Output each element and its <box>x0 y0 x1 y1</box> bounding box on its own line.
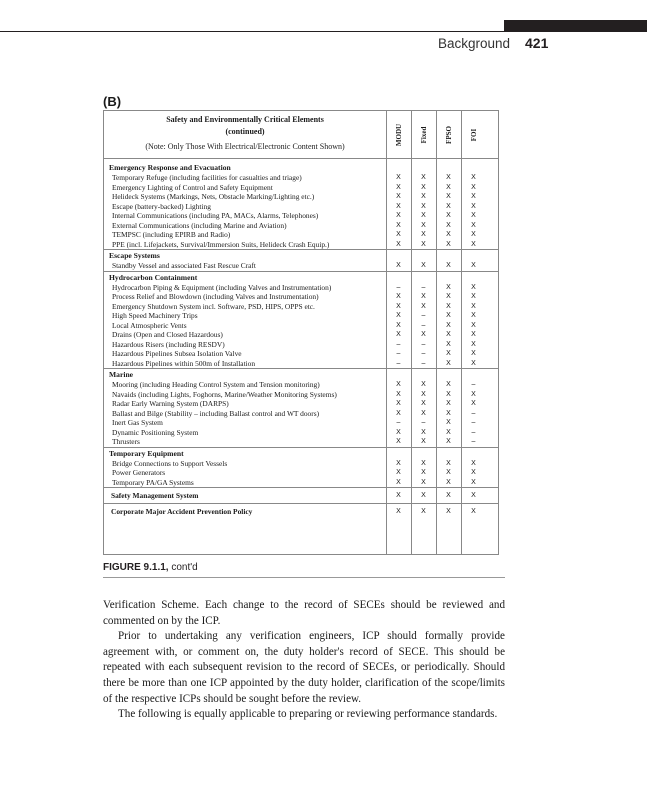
cell-mark: X <box>471 469 476 476</box>
table-row <box>104 503 498 519</box>
row-label: Hydrocarbon Piping & Equipment (including Valves and Instrumentation) <box>112 282 332 292</box>
row-label: Drains (Open and Closed Hazardous) <box>112 330 223 339</box>
cell-mark: X <box>471 331 476 338</box>
row-label: Bridge Connections to Support Vessels <box>112 458 228 468</box>
cell-mark: X <box>446 390 451 398</box>
cell-mark: – <box>421 350 426 357</box>
table-row <box>104 311 498 321</box>
row-label: Emergency Response and Evacuation <box>109 163 231 172</box>
table-separator <box>104 271 498 272</box>
table-section-heading <box>104 447 498 459</box>
cell-mark: X <box>396 409 401 417</box>
row-label: Hazardous Pipelines Subsea Isolation Valve <box>112 349 242 358</box>
row-label: Hydrocarbon Containment <box>109 272 198 282</box>
cell-mark: X <box>446 283 451 291</box>
body-paragraph: Verification Scheme. Each change to the record of SECEs should be reviewed and commented on by the ICP. <box>103 599 505 627</box>
table-row <box>104 478 498 488</box>
cell-mark: X <box>471 202 476 210</box>
cell-mark: X <box>421 183 426 191</box>
cell-mark: X <box>446 293 451 300</box>
cell-mark: X <box>421 302 426 310</box>
table-row <box>104 399 498 409</box>
cell-mark: – <box>471 409 476 417</box>
cell-mark: – <box>421 283 426 291</box>
running-header-title: Background <box>438 36 511 51</box>
cell-mark: X <box>396 478 401 486</box>
table-row <box>104 349 498 359</box>
table-header <box>104 111 498 159</box>
row-label: Dynamic Positioning System <box>112 427 199 437</box>
table-separator <box>104 249 498 250</box>
cell-mark: X <box>396 302 401 310</box>
cell-mark: X <box>421 174 426 181</box>
row-label: Escape Systems <box>109 251 160 260</box>
cell-mark: – <box>421 321 426 329</box>
cell-mark: X <box>471 283 476 291</box>
table-row <box>104 192 498 202</box>
cell-mark: X <box>446 478 451 486</box>
figure-caption-suffix: cont'd <box>171 562 198 573</box>
cell-mark: X <box>446 419 451 426</box>
cell-mark: X <box>396 459 401 467</box>
row-label: Power Generators <box>112 468 166 477</box>
cell-mark: – <box>421 340 426 348</box>
cell-mark: – <box>471 438 476 445</box>
cell-mark: X <box>396 321 401 329</box>
table-separator <box>104 487 498 488</box>
cell-mark: X <box>421 492 426 499</box>
cell-mark: X <box>421 438 426 445</box>
cell-mark: X <box>396 193 401 200</box>
cell-mark: X <box>446 409 451 417</box>
cell-mark: X <box>396 390 401 398</box>
cell-mark: X <box>421 508 426 515</box>
cell-mark: X <box>471 359 476 367</box>
cell-mark: – <box>396 340 401 348</box>
cell-mark: X <box>421 409 426 417</box>
table-separator <box>104 447 498 448</box>
table-title-line1: Safety and Environmentally Critical Elements <box>166 115 324 124</box>
table-row <box>104 240 498 250</box>
cell-mark: X <box>471 340 476 348</box>
cell-mark: X <box>421 262 426 269</box>
cell-mark: X <box>446 302 451 310</box>
cell-mark: X <box>446 508 451 515</box>
cell-mark: X <box>471 183 476 191</box>
cell-mark: – <box>396 419 401 426</box>
cell-mark: X <box>471 212 476 219</box>
table-section-heading <box>104 249 498 261</box>
cell-mark: X <box>446 262 451 269</box>
cell-mark: X <box>396 240 401 248</box>
row-label: Safety Management System <box>111 491 199 500</box>
row-label: Standby Vessel and associated Fast Rescue Craft <box>112 261 256 270</box>
body-paragraph: Prior to undertaking any verification engineers, ICP should formally provide agreement with, or comment on, the duty holder's record of SECE. This should be repeated with each subsequent revision to the record of SECEs, or periodically. Should there be more than one ICP appointed by the duty holder, clarification of the scope/limits of the respective ICPs should be sought before the review. <box>103 630 505 705</box>
cell-mark: X <box>396 202 401 210</box>
row-label: Marine <box>109 370 134 379</box>
cell-mark: X <box>471 321 476 329</box>
cell-mark: X <box>421 331 426 338</box>
cell-mark: X <box>471 350 476 357</box>
cell-mark: X <box>396 293 401 300</box>
cell-mark: X <box>421 390 426 398</box>
body-paragraph: The following is equally applicable to preparing or reviewing performance standards. <box>118 708 498 720</box>
cell-mark: X <box>421 469 426 476</box>
cell-mark: X <box>421 231 426 238</box>
table-row <box>104 292 498 302</box>
row-label: Internal Communications (including PA, MACs, Alarms, Telephones) <box>112 211 319 220</box>
cell-mark: X <box>471 231 476 238</box>
column-divider <box>411 158 412 554</box>
table-section-heading <box>104 271 498 283</box>
cell-mark: X <box>446 193 451 200</box>
cell-mark: X <box>396 438 401 445</box>
cell-mark: X <box>471 478 476 486</box>
cell-mark: X <box>396 400 401 407</box>
cell-mark: X <box>396 221 401 229</box>
row-label: Helideck Systems (Markings, Nets, Obstacle Marking/Lighting etc.) <box>112 192 315 201</box>
cell-mark: X <box>471 293 476 300</box>
row-label: Escape (battery-backed) Lighting <box>112 201 211 211</box>
cell-mark: X <box>471 302 476 310</box>
cell-mark: X <box>471 240 476 248</box>
row-label: Temporary Equipment <box>109 448 184 458</box>
table-row <box>104 321 498 331</box>
caption-rule <box>103 577 505 578</box>
cell-mark: X <box>396 312 401 319</box>
cell-mark: X <box>421 381 426 388</box>
figure-panel-label: (B) <box>103 94 122 109</box>
row-label: Temporary PA/GA Systems <box>112 477 194 487</box>
cell-mark: X <box>421 221 426 229</box>
row-label: Thrusters <box>112 437 140 446</box>
cell-mark: X <box>446 331 451 338</box>
cell-mark: X <box>471 390 476 398</box>
cell-mark: – <box>421 359 426 367</box>
cell-mark: X <box>421 478 426 486</box>
row-label: Hazardous Pipelines within 500m of Installation <box>112 358 256 368</box>
cell-mark: X <box>396 428 401 436</box>
table-row <box>104 390 498 400</box>
row-label: Navaids (including Lights, Foghorns, Marine/Weather Monitoring Systems) <box>112 389 337 399</box>
cell-mark: X <box>446 212 451 219</box>
cell-mark: X <box>471 492 476 499</box>
cell-mark: X <box>446 428 451 436</box>
table-section-heading <box>104 368 498 380</box>
row-label: TEMPSC (including EPIRB and Radio) <box>112 230 231 239</box>
column-header-modu: MODU <box>386 111 411 158</box>
row-label: Ballast and Bilge (Stability – including Ballast control and WT doors) <box>112 408 320 418</box>
figure-caption <box>103 562 198 573</box>
cell-mark: X <box>471 193 476 200</box>
table-row <box>104 302 498 312</box>
cell-mark: – <box>421 419 426 426</box>
cell-mark: X <box>446 492 451 499</box>
row-label: Mooring (including Heading Control System and Tension monitoring) <box>112 380 320 389</box>
row-label: Radar Early Warning System (DARPS) <box>112 399 229 408</box>
table-row <box>104 428 498 438</box>
column-header-fixed: Fixed <box>411 111 436 158</box>
table-row <box>104 230 498 240</box>
header-bar <box>504 20 647 31</box>
table-row <box>104 211 498 221</box>
cell-mark: X <box>446 459 451 467</box>
table-row <box>104 359 498 369</box>
table-title-line2: (continued) <box>225 127 265 136</box>
cell-mark: X <box>446 240 451 248</box>
cell-mark: – <box>396 359 401 367</box>
sece-table <box>103 110 499 555</box>
table-row <box>104 459 498 469</box>
cell-mark: X <box>446 321 451 329</box>
cell-mark: X <box>396 331 401 338</box>
cell-mark: X <box>446 359 451 367</box>
table-note: (Note: Only Those With Electrical/Electronic Content Shown) <box>145 142 345 151</box>
row-label: Inert Gas System <box>112 418 163 427</box>
cell-mark: X <box>396 262 401 269</box>
cell-mark: X <box>396 508 401 515</box>
figure-caption-number: FIGURE 9.1.1, <box>103 562 169 573</box>
cell-mark: X <box>446 400 451 407</box>
row-label: Emergency Shutdown System incl. Software, PSD, HIPS, OPPS etc. <box>112 301 315 311</box>
row-label: Corporate Major Accident Prevention Policy <box>111 507 253 516</box>
cell-mark: – <box>396 350 401 357</box>
cell-mark: X <box>396 174 401 181</box>
table-separator <box>104 368 498 369</box>
cell-mark: X <box>446 231 451 238</box>
page-number: 421 <box>525 35 549 51</box>
cell-mark: X <box>471 459 476 467</box>
cell-mark: X <box>446 350 451 357</box>
cell-mark: X <box>396 381 401 388</box>
table-section-heading <box>104 161 498 173</box>
table-row <box>104 202 498 212</box>
table-row <box>104 487 498 503</box>
column-divider <box>436 158 437 554</box>
table-row <box>104 418 498 428</box>
cell-mark: X <box>471 174 476 181</box>
cell-mark: X <box>396 469 401 476</box>
row-label: PPE (incl. Lifejackets, Survival/Immersion Suits, Helideck Crash Equip.) <box>112 239 330 249</box>
cell-mark: X <box>446 340 451 348</box>
cell-mark: X <box>421 212 426 219</box>
cell-mark: X <box>446 469 451 476</box>
cell-mark: – <box>421 312 426 319</box>
cell-mark: X <box>446 312 451 319</box>
column-divider <box>461 158 462 554</box>
cell-mark: X <box>446 202 451 210</box>
cell-mark: X <box>421 293 426 300</box>
table-row <box>104 283 498 293</box>
cell-mark: X <box>471 400 476 407</box>
table-row <box>104 183 498 193</box>
cell-mark: – <box>471 428 476 436</box>
cell-mark: X <box>396 212 401 219</box>
cell-mark: X <box>396 492 401 499</box>
column-header-fpso: FPSO <box>436 111 461 158</box>
cell-mark: X <box>421 193 426 200</box>
table-title <box>104 114 386 153</box>
cell-mark: X <box>421 400 426 407</box>
table-separator <box>104 503 498 504</box>
table-row <box>104 173 498 183</box>
row-label: Process Relief and Blowdown (including Valves and Instrumentation) <box>112 292 319 301</box>
table-row <box>104 409 498 419</box>
table-row <box>104 437 498 447</box>
row-label: External Communications (including Marine and Aviation) <box>112 220 287 230</box>
header-rule <box>0 31 647 32</box>
row-label: Hazardous Risers (including RESDV) <box>112 339 225 349</box>
row-label: High Speed Machinery Trips <box>112 311 198 320</box>
cell-mark: X <box>446 438 451 445</box>
table-row <box>104 330 498 340</box>
cell-mark: – <box>396 283 401 291</box>
row-label: Local Atmospheric Vents <box>112 320 187 330</box>
cell-mark: X <box>446 183 451 191</box>
cell-mark: X <box>471 508 476 515</box>
column-divider <box>386 158 387 554</box>
cell-mark: X <box>446 381 451 388</box>
cell-mark: X <box>471 262 476 269</box>
cell-mark: – <box>471 381 476 388</box>
column-header-foi: FOI <box>461 111 486 158</box>
table-row <box>104 221 498 231</box>
cell-mark: X <box>471 312 476 319</box>
cell-mark: X <box>396 231 401 238</box>
cell-mark: X <box>421 428 426 436</box>
cell-mark: X <box>471 221 476 229</box>
cell-mark: X <box>421 240 426 248</box>
cell-mark: X <box>446 174 451 181</box>
row-label: Temporary Refuge (including facilities for casualties and triage) <box>112 173 302 182</box>
cell-mark: X <box>421 202 426 210</box>
table-row <box>104 340 498 350</box>
cell-mark: – <box>471 419 476 426</box>
table-row <box>104 468 498 478</box>
table-row <box>104 380 498 390</box>
cell-mark: X <box>421 459 426 467</box>
row-label: Emergency Lighting of Control and Safety Equipment <box>112 182 273 192</box>
cell-mark: X <box>446 221 451 229</box>
cell-mark: X <box>396 183 401 191</box>
table-row <box>104 261 498 271</box>
